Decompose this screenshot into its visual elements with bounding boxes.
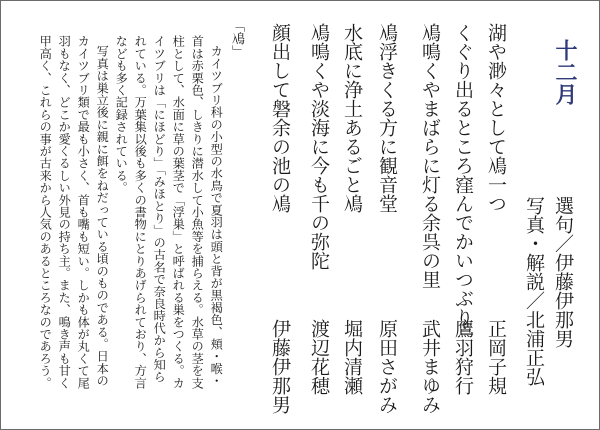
- haiku-text: 鳰鳴くや淡海に今も千の弥陀: [308, 23, 330, 270]
- haiku-author: 堀内清瀬: [341, 319, 363, 395]
- haiku-author: 伊藤伊那男: [269, 319, 291, 414]
- commentary-line: カイツブリ科の小型の水鳥で夏羽は頭と背が黒褐色、頬・喉・: [209, 45, 224, 387]
- haiku-text: 湖や渺々として鳰一つ: [485, 23, 507, 213]
- haiku-text: 鳰浮きくる方に観音堂: [376, 23, 398, 213]
- haiku-text: 水底に浄土あるごと鳰: [341, 23, 363, 213]
- haiku-text: 鳰鳴くやまばらに灯る余呉の里: [419, 23, 441, 289]
- commentary-line: カイツブリ類で最も小さく、首も嘴も短い。しかも体が丸くて尾: [76, 35, 91, 389]
- commentary-title: 「鳰」: [229, 19, 244, 58]
- credit-photo-commentary: 写真・解説／北浦正弘: [523, 196, 545, 386]
- commentary-line: れている。万葉集以後も多くの書物にとりあげられており、方言: [133, 35, 148, 389]
- haiku-author: 原田さがみ: [376, 319, 398, 414]
- commentary-line: 羽もなく、どこか愛くるしい外見の持ち主。また、鳴き声も甘く: [57, 35, 72, 389]
- commentary-line: イツブリは「にほどり」「みほとり」の古名で奈良時代から知ら: [152, 35, 167, 383]
- haiku-text: 顔出して磐余の池の鳰: [269, 23, 291, 213]
- credit-selection: 選句／伊藤伊那男: [552, 196, 574, 348]
- haiku-author: 正岡子規: [485, 319, 507, 395]
- commentary-line: なども多く記録されている。: [114, 35, 129, 194]
- commentary-line: 甲高く、これらの事が古来から人気のあるところなのであろう。: [38, 35, 53, 389]
- haiku-text: くぐり出るところ窪んでかいつぶり: [452, 23, 474, 327]
- commentary-line: 柱として、水面に草の葉茎で「浮巣」と呼ばれる巣をつくる。カ: [171, 35, 186, 389]
- haiku-author: 渡辺花穂: [308, 319, 330, 395]
- commentary-line: 首は赤栗色、しきりに潜水して小魚等を捕らえる。水草の茎を支: [190, 35, 205, 389]
- month-title: 十二月: [552, 39, 577, 105]
- haiku-author: 武井まゆみ: [419, 319, 441, 414]
- commentary-line: 写真は巣立後に親に餌をねだっている頃のものである。日本の: [95, 45, 110, 387]
- haiku-author: 鷹羽狩行: [452, 319, 474, 395]
